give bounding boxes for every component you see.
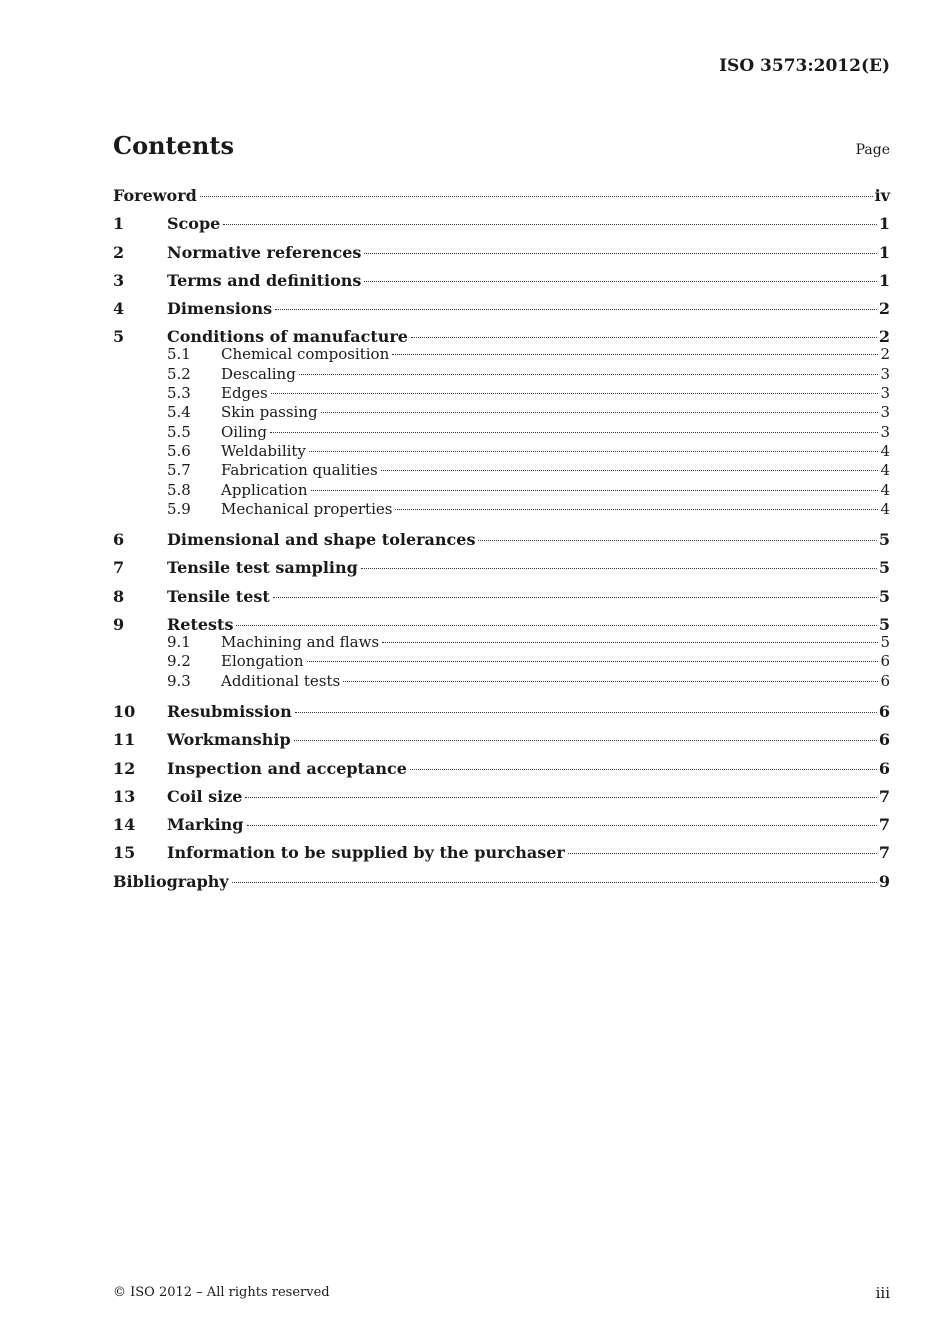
toc-entry-page: 2 [878,299,890,319]
toc-entry-number: 9.2 [167,652,191,671]
toc-entry-number: 13 [113,786,136,806]
toc-dot-leader [299,374,879,375]
toc-entry-page: 3 [880,384,890,403]
toc-entry-number: 5 [113,327,125,347]
toc-entry-number: 5.5 [167,422,191,441]
toc-entry-number: 10 [113,701,136,721]
toc-entry-title: Foreword [113,186,197,205]
toc-entry-title: Dimensional and shape tolerances [167,530,476,550]
toc-entry[interactable] [113,870,890,898]
toc-entry-number: 14 [113,815,136,835]
toc-subentry[interactable] [113,461,890,480]
footer-page-number: iii [875,1284,890,1302]
toc-entry-title: Machining and flaws [221,633,380,652]
toc-entry-title: Retests [167,615,234,635]
toc-entry-title: Dimensions [167,299,273,319]
toc-entry-page: 9 [878,871,890,891]
toc-dot-leader [200,196,873,197]
toc-subentry[interactable] [113,365,890,384]
toc-entry[interactable] [113,841,890,869]
toc-entry[interactable] [113,184,890,212]
toc-entry-title: Terms and definitions [167,270,362,290]
toc-entry-title: Edges [221,384,268,403]
toc-entry-page: 4 [880,499,890,518]
toc-entry-number: 9.3 [167,671,191,690]
toc-dot-leader [411,337,877,338]
toc-entry-title: Mechanical properties [221,499,393,518]
toc-subentry[interactable] [113,384,890,403]
toc-entry[interactable] [113,613,890,633]
toc-entry-page: 3 [880,364,890,383]
toc-entry-page: 1 [878,270,890,290]
toc-dot-leader [273,597,877,598]
toc-entry-number: 5.3 [167,384,191,403]
toc-subentry[interactable] [113,652,890,671]
toc-entry-page: 6 [878,701,890,721]
toc-entry-number: 3 [113,270,125,290]
toc-dot-leader [410,769,877,770]
toc-entry-title: Conditions of manufacture [167,327,408,347]
toc-entry-page: 2 [878,327,890,347]
toc-entry-title: Oiling [221,422,267,441]
toc-dot-leader [309,451,879,452]
toc-entry-number: 7 [113,558,125,578]
toc-subentry[interactable] [113,500,890,528]
toc-entry[interactable] [113,325,890,345]
toc-entry-number: 2 [113,242,125,262]
toc-entry-title: Fabrication qualities [221,461,378,480]
toc-entry[interactable] [113,728,890,756]
toc-entry-page: 7 [878,843,890,863]
toc-entry[interactable] [113,785,890,813]
toc-dot-leader [364,253,876,254]
toc-entry-number: 1 [113,214,125,234]
toc-entry-page: 3 [880,422,890,441]
toc-entry-page: 1 [878,242,890,262]
toc-entry-number: 5.7 [167,461,191,480]
toc-entry-title: Elongation [221,652,304,671]
toc-subentry[interactable] [113,403,890,422]
toc-entry-page: 1 [878,214,890,234]
toc-subentry[interactable] [113,672,890,700]
toc-entry[interactable] [113,556,890,584]
toc-entry-page: 4 [880,480,890,499]
toc-entry-number: 5.4 [167,403,191,422]
toc-entry-title: Additional tests [221,671,341,690]
toc-entry-title: Scope [167,214,221,234]
toc-dot-leader [311,490,879,491]
toc-dot-leader [271,393,879,394]
toc-dot-leader [478,540,876,541]
toc-entry-page: 6 [880,671,890,690]
toc-entry-number: 9 [113,615,125,635]
toc-entry-page: 3 [880,403,890,422]
toc-entry-title: Chemical composition [221,345,390,364]
toc-dot-leader [307,661,879,662]
toc-entry[interactable] [113,757,890,785]
toc-entry-page: 4 [880,441,890,460]
toc-entry-page: 4 [880,461,890,480]
toc-entry-page: 6 [880,652,890,671]
toc-entry-number: 4 [113,299,125,319]
toc-entry-number: 5.6 [167,441,191,460]
toc-entry-page: 7 [878,815,890,835]
toc-entry-title: Skin passing [221,403,318,422]
toc-entry[interactable] [113,269,890,297]
document-id-header: ISO 3573:2012(E) [719,56,890,76]
toc-entry-page: 5 [878,615,890,635]
toc-entry-page: 6 [878,730,890,750]
toc-entry-page: 7 [878,786,890,806]
toc-dot-leader [223,224,877,225]
toc-entry-page: 2 [880,345,890,364]
toc-subentry[interactable] [113,442,890,461]
toc-dot-leader [236,625,876,626]
toc-entry-number: 5.9 [167,499,191,518]
toc-entry[interactable] [113,212,890,240]
table-of-contents [113,184,890,898]
toc-entry-number: 12 [113,758,136,778]
toc-subentry[interactable] [113,423,890,442]
toc-entry-title: Application [221,480,308,499]
toc-entry-title: Normative references [167,242,362,262]
toc-dot-leader [568,853,877,854]
toc-entry-number: 9.1 [167,633,191,652]
toc-entry-title: Inspection and acceptance [167,758,407,778]
toc-entry[interactable] [113,700,890,728]
toc-entry-title: Coil size [167,786,243,806]
toc-entry-number: 5.2 [167,364,191,383]
contents-title: Contents [113,131,234,160]
toc-dot-leader [395,509,878,510]
toc-entry-number: 5.1 [167,345,191,364]
toc-entry[interactable] [113,241,890,269]
toc-entry[interactable] [113,297,890,325]
toc-entry-title: Descaling [221,364,296,383]
toc-dot-leader [364,281,876,282]
toc-entry-title: Information to be supplied by the purchaser [167,843,565,863]
toc-entry-number: 5.8 [167,480,191,499]
toc-dot-leader [392,354,878,355]
toc-dot-leader [382,642,878,643]
toc-subentry[interactable] [113,345,890,364]
toc-entry-title: Bibliography [113,871,229,891]
toc-entry-number: 8 [113,586,125,606]
toc-entry-title: Tensile test [167,586,270,606]
footer-copyright: © ISO 2012 – All rights reserved [113,1285,330,1300]
toc-dot-leader [294,740,877,741]
toc-dot-leader [270,432,879,433]
toc-entry-number: 11 [113,730,136,750]
toc-entry-page: 5 [880,633,890,652]
toc-dot-leader [275,309,877,310]
toc-entry-title: Marking [167,815,244,835]
toc-entry-title: Weldability [221,441,306,460]
toc-dot-leader [245,797,876,798]
toc-entry-page: 5 [878,558,890,578]
toc-entry-title: Workmanship [167,730,291,750]
toc-entry-page: 6 [878,758,890,778]
toc-entry[interactable] [113,585,890,613]
toc-dot-leader [381,470,879,471]
toc-entry-page: 5 [878,530,890,550]
toc-dot-leader [343,681,878,682]
toc-entry-title: Resubmission [167,701,292,721]
toc-dot-leader [295,712,877,713]
toc-entry-page: 5 [878,586,890,606]
toc-dot-leader [361,568,877,569]
toc-entry[interactable] [113,813,890,841]
toc-entry[interactable] [113,528,890,556]
toc-dot-leader [247,825,877,826]
toc-entry-page: iv [874,186,890,205]
page-column-label: Page [855,142,890,158]
toc-entry-title: Tensile test sampling [167,558,358,578]
toc-subentry[interactable] [113,633,890,652]
toc-subentry[interactable] [113,481,890,500]
toc-dot-leader [321,412,879,413]
toc-dot-leader [232,882,877,883]
toc-entry-number: 15 [113,843,136,863]
toc-entry-number: 6 [113,530,125,550]
